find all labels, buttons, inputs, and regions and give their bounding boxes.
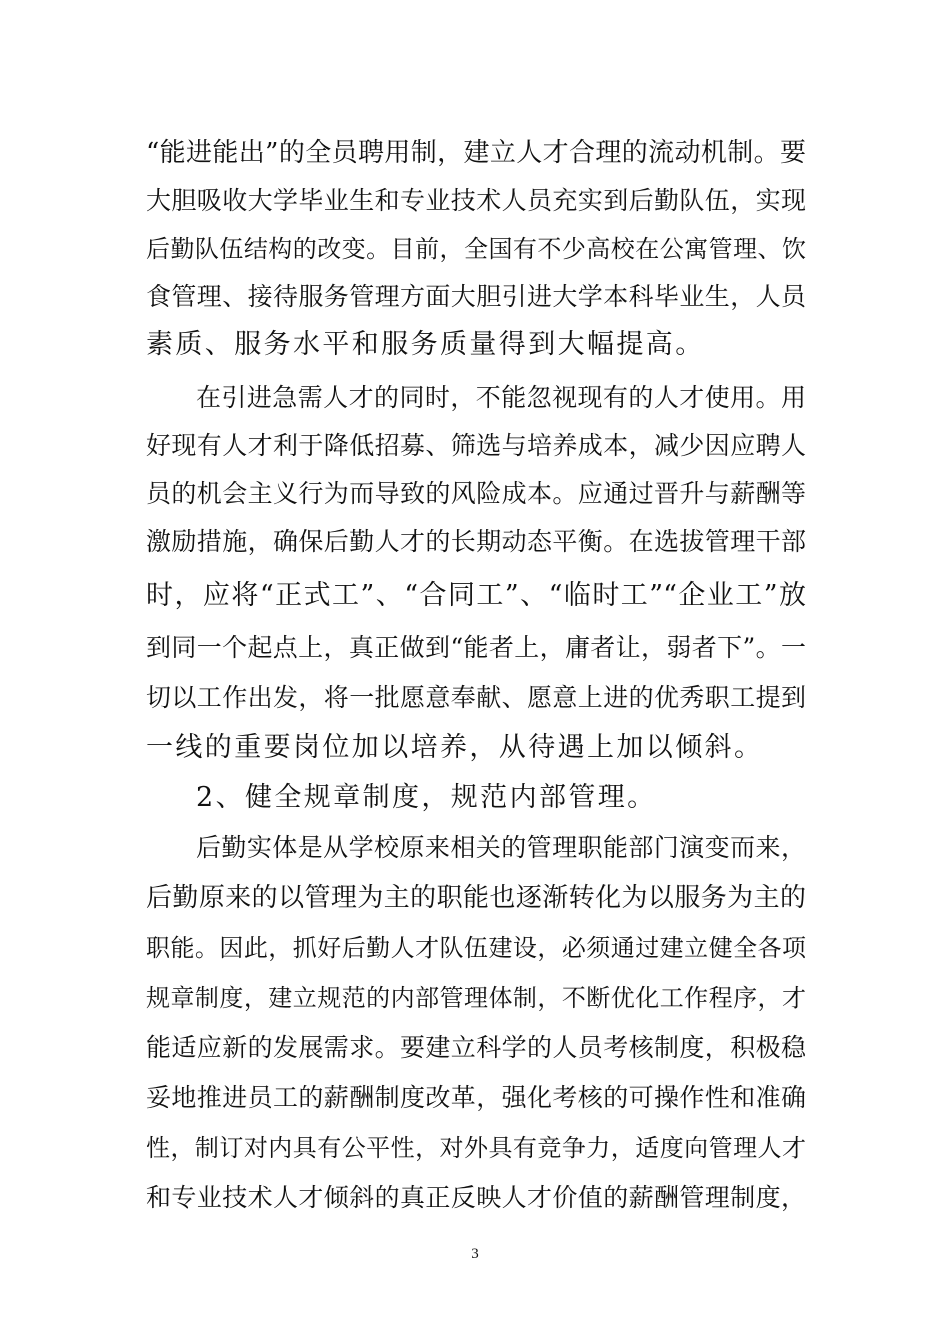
text-line: 后勤原来的以管理为主的职能也逐渐转化为以服务为主的 — [146, 883, 806, 913]
text-line: 激励措施，确保后勤人才的长期动态平衡。在选拔管理干部 — [146, 527, 806, 556]
text-line: 和专业技术人才倾斜的真正反映人才价值的薪酬管理制度， — [146, 1183, 806, 1212]
text-line: 切以工作出发，将一批愿意奉献、愿意上进的优秀职工提到 — [146, 683, 806, 712]
text-line: 在引进急需人才的同时，不能忽视现有的人才使用。用 — [196, 383, 806, 412]
text-line: 职能。因此，抓好后勤人才队伍建设，必须通过建立健全各项 — [146, 934, 806, 962]
text-line: 性，制订对内具有公平性，对外具有竞争力，适度向管理人才 — [146, 1134, 806, 1162]
text-line: 到同一个起点上，真正做到“能者上，庸者让，弱者下”。一 — [146, 633, 806, 662]
page-number: 3 — [471, 1246, 479, 1262]
text-line: 后勤队伍结构的改变。目前，全国有不少高校在公寓管理、饮 — [146, 235, 806, 263]
text-line: 规章制度，建立规范的内部管理体制，不断优化工作程序，才 — [146, 984, 806, 1012]
text-line: 素质、服务水平和服务质量得到大幅提高。 — [146, 329, 705, 360]
text-line: 食管理、接待服务管理方面大胆引进大学本科毕业生，人员 — [146, 282, 806, 311]
text-line: 一线的重要岗位加以培养，从待遇上加以倾斜。 — [146, 732, 764, 763]
text-line: 后勤实体是从学校原来相关的管理职能部门演变而来， — [196, 833, 806, 862]
text-line: 时，应将“正式工”、“合同工”、“临时工”“企业工”放 — [146, 580, 806, 611]
text-line: 能适应新的发展需求。要建立科学的人员考核制度，积极稳 — [146, 1033, 806, 1062]
text-line: 员的机会主义行为而导致的风险成本。应通过晋升与薪酬等 — [146, 479, 806, 508]
text-line: “能进能出”的全员聘用制，建立人才合理的流动机制。要 — [146, 138, 806, 168]
text-line: 妥地推进员工的薪酬制度改革，强化考核的可操作性和准确 — [146, 1083, 806, 1112]
text-line: 大胆吸收大学毕业生和专业技术人员充实到后勤队伍，实现 — [146, 186, 806, 215]
section-heading: 2、健全规章制度，规范内部管理。 — [196, 782, 657, 813]
text-line: 好现有人才利于降低招募、筛选与培养成本，减少因应聘人 — [146, 431, 806, 460]
